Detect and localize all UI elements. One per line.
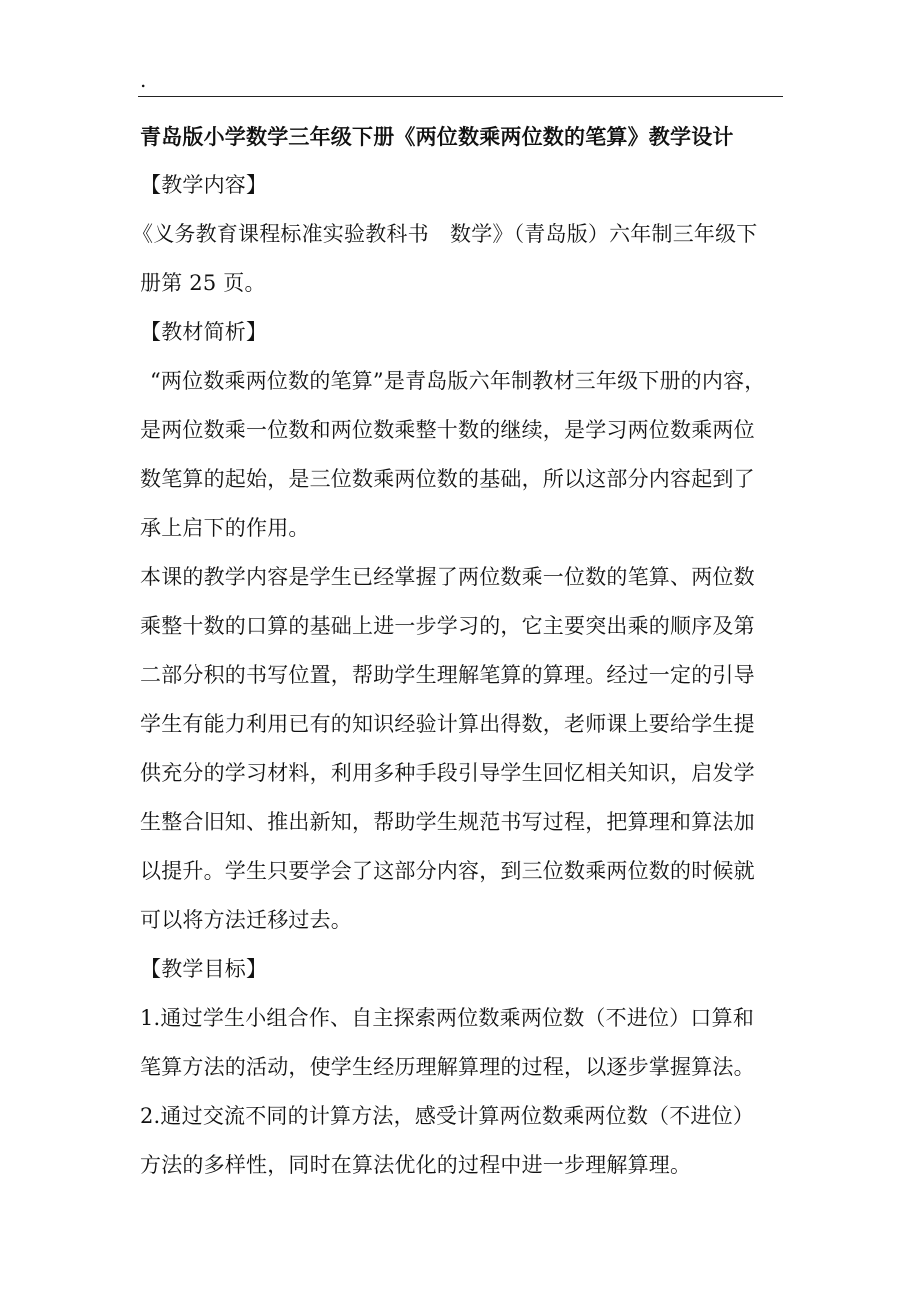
analysis-line: 可以将方法迁移过去。 (140, 908, 352, 932)
header-rule (138, 96, 783, 97)
goal-line: 1.通过学生小组合作、自主探索两位数乘两位数（不进位）口算和 (140, 1006, 755, 1030)
analysis-line: 学生有能力利用已有的知识经验计算出得数，老师课上要给学生提 (140, 712, 755, 736)
analysis-line: 乘整十数的口算的基础上进一步学习的，它主要突出乘的顺序及第 (140, 614, 755, 638)
analysis-line: 本课的教学内容是学生已经掌握了两位数乘一位数的笔算、两位数 (140, 565, 755, 589)
content-line: 册第 25 页。 (140, 271, 266, 295)
analysis-line: “两位数乘两位数的笔算”是青岛版六年制教材三年级下册的内容， (150, 369, 766, 393)
analysis-line: 二部分积的书写位置，帮助学生理解笔算的算理。经过一定的引导 (140, 663, 755, 687)
header-mark: . (140, 68, 147, 92)
analysis-line: 生整合旧知、推出新知，帮助学生规范书写过程，把算理和算法加 (140, 810, 755, 834)
analysis-line: 以提升。学生只要学会了这部分内容，到三位数乘两位数的时候就 (140, 859, 755, 883)
content-line: 《义务教育课程标准实验教科书 数学》（青岛版）六年制三年级下 (132, 222, 758, 246)
document-title: 青岛版小学数学三年级下册《两位数乘两位数的笔算》教学设计 (140, 124, 734, 149)
analysis-line: 供充分的学习材料，利用多种手段引导学生回忆相关知识，启发学 (140, 761, 755, 785)
analysis-line: 承上启下的作用。 (140, 516, 310, 540)
section-heading-goals: 【教学目标】 (140, 957, 268, 981)
document-body (132, 112, 800, 1190)
goal-line: 2.通过交流不同的计算方法，感受计算两位数乘两位数（不进位） (140, 1104, 755, 1128)
analysis-line: 数笔算的起始，是三位数乘两位数的基础，所以这部分内容起到了 (140, 467, 755, 491)
analysis-line: 是两位数乘一位数和两位数乘整十数的继续，是学习两位数乘两位 (140, 418, 755, 442)
goal-line: 方法的多样性，同时在算法优化的过程中进一步理解算理。 (140, 1153, 692, 1177)
section-heading-content: 【教学内容】 (140, 173, 268, 197)
section-heading-analysis: 【教材简析】 (140, 320, 268, 344)
goal-line: 笔算方法的活动，使学生经历理解算理的过程，以逐步掌握算法。 (140, 1055, 755, 1079)
